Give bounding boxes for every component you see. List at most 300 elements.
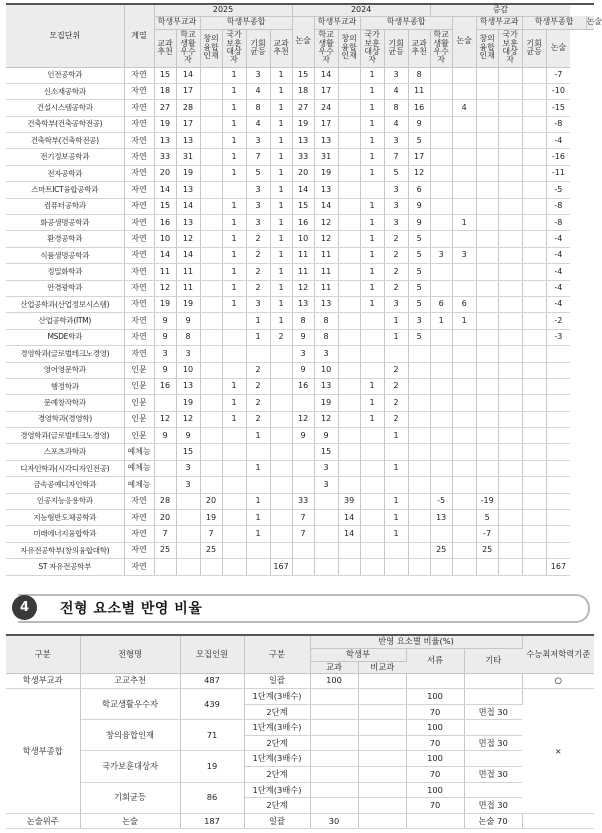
department-cell: 스포츠과학과 — [6, 444, 124, 460]
value-cell — [452, 428, 476, 444]
value-cell: 9 — [154, 313, 176, 329]
value-cell: 8 — [408, 67, 430, 83]
value-cell: 4 — [246, 116, 270, 132]
value-cell: 7 — [154, 526, 176, 542]
value-cell — [176, 542, 200, 558]
value-cell — [452, 460, 476, 476]
value-cell — [546, 542, 570, 558]
track-cell: 자연 — [124, 264, 154, 280]
non-subject-cell — [358, 720, 406, 736]
value-cell — [200, 296, 222, 312]
department-cell: 영어영문학과 — [6, 362, 124, 378]
value-cell: 3 — [430, 247, 452, 263]
value-cell — [452, 83, 476, 99]
value-cell: 12 — [314, 215, 338, 231]
value-cell — [430, 264, 452, 280]
value-cell — [522, 428, 546, 444]
value-cell — [498, 83, 522, 99]
table-row — [6, 444, 594, 460]
value-cell — [476, 313, 498, 329]
value-cell — [498, 67, 522, 83]
track-cell: 자연 — [124, 542, 154, 558]
table-row — [6, 510, 594, 526]
value-cell: 12 — [314, 231, 338, 247]
value-cell — [338, 116, 360, 132]
table-row — [6, 813, 594, 829]
value-cell: 15 — [154, 198, 176, 214]
value-cell: 11 — [176, 280, 200, 296]
value-cell — [338, 231, 360, 247]
value-cell — [430, 165, 452, 181]
value-cell — [522, 329, 546, 345]
value-cell — [522, 296, 546, 312]
gyogwa-sub-header: 교과추천 — [408, 29, 430, 67]
value-cell: 1 — [270, 116, 292, 132]
value-cell — [498, 280, 522, 296]
jonghap-sub-header: 창의융합인재 — [200, 29, 222, 67]
value-cell — [176, 510, 200, 526]
value-cell: 5 — [408, 231, 430, 247]
value-cell — [522, 247, 546, 263]
value-cell: 167 — [546, 559, 570, 575]
value-cell — [522, 395, 546, 411]
documents-cell: 70 — [406, 798, 464, 814]
value-cell: 13 — [314, 182, 338, 198]
subject-cell: 30 — [310, 813, 358, 829]
value-cell — [522, 493, 546, 509]
quota-cell: 71 — [180, 720, 244, 751]
value-cell: 1 — [360, 411, 384, 427]
value-cell — [476, 247, 498, 263]
value-cell: 3 — [384, 67, 408, 83]
value-cell — [452, 165, 476, 181]
value-cell: 11 — [292, 247, 314, 263]
value-cell — [338, 165, 360, 181]
value-cell — [522, 411, 546, 427]
value-cell — [338, 460, 360, 476]
value-cell: 11 — [314, 264, 338, 280]
value-cell — [270, 477, 292, 493]
value-cell — [314, 526, 338, 542]
stage-cell: 2단계 — [244, 735, 310, 751]
value-cell: 3 — [314, 346, 338, 362]
value-cell: 11 — [314, 247, 338, 263]
table-row — [6, 428, 594, 444]
value-cell: 1 — [270, 264, 292, 280]
value-cell: 1 — [222, 231, 246, 247]
value-cell — [338, 247, 360, 263]
jonghap-header: 학생부종합 — [360, 16, 452, 29]
value-cell — [522, 346, 546, 362]
value-cell — [498, 493, 522, 509]
value-cell — [546, 411, 570, 427]
school-record-header: 학생부 — [310, 648, 406, 661]
value-cell: 4 — [452, 100, 476, 116]
gyogwa-sub-header: 교과추천 — [270, 29, 292, 67]
value-cell: 3 — [246, 182, 270, 198]
value-cell — [498, 198, 522, 214]
value-cell — [498, 264, 522, 280]
quota-cell: 187 — [180, 813, 244, 829]
value-cell: 5 — [408, 247, 430, 263]
other-cell: 면접 30 — [464, 767, 522, 783]
track-cell: 인문 — [124, 411, 154, 427]
value-cell — [154, 444, 176, 460]
value-cell: 5 — [408, 280, 430, 296]
jonghap-sub-header: 기회균등 — [384, 29, 408, 67]
track-cell: 자연 — [124, 313, 154, 329]
value-cell — [222, 526, 246, 542]
value-cell — [338, 378, 360, 394]
value-cell: 1 — [384, 510, 408, 526]
value-cell: 7 — [246, 149, 270, 165]
value-cell: 15 — [292, 67, 314, 83]
value-cell — [200, 559, 222, 575]
value-cell: 16 — [292, 378, 314, 394]
value-cell — [222, 428, 246, 444]
value-cell — [200, 247, 222, 263]
track-cell: 자연 — [124, 165, 154, 181]
value-cell: 13 — [430, 510, 452, 526]
value-cell: 13 — [292, 296, 314, 312]
value-cell: 12 — [154, 280, 176, 296]
department-cell: 정밀화학과 — [6, 264, 124, 280]
value-cell — [360, 542, 384, 558]
value-cell: 2 — [384, 395, 408, 411]
table-row — [6, 215, 594, 231]
subject-cell — [310, 751, 358, 767]
value-cell — [338, 559, 360, 575]
value-cell: 13 — [176, 215, 200, 231]
value-cell — [222, 182, 246, 198]
documents-cell: 70 — [406, 704, 464, 720]
value-cell: 7 — [200, 526, 222, 542]
value-cell — [452, 231, 476, 247]
jonghap-sub-header: 국가보훈대상자 — [498, 29, 522, 67]
value-cell: 4 — [384, 116, 408, 132]
track-cell: 자연 — [124, 526, 154, 542]
value-cell — [476, 444, 498, 460]
value-cell — [452, 329, 476, 345]
value-cell: 25 — [430, 542, 452, 558]
non-subject-cell — [358, 735, 406, 751]
subject-cell: 100 — [310, 673, 358, 689]
value-cell — [292, 542, 314, 558]
nonsul-header: 논술 — [586, 16, 594, 29]
value-cell — [476, 296, 498, 312]
value-cell: 15 — [154, 67, 176, 83]
jonghap-sub-header: 기회균등 — [522, 29, 546, 67]
value-cell: 14 — [154, 247, 176, 263]
non-subject-cell — [358, 689, 406, 705]
value-cell: 1 — [360, 116, 384, 132]
value-cell: 1 — [360, 215, 384, 231]
track-cell: 자연 — [124, 133, 154, 149]
table-row — [6, 116, 594, 132]
table-row — [6, 559, 594, 575]
value-cell: 8 — [176, 329, 200, 345]
value-cell: 16 — [408, 100, 430, 116]
value-cell — [522, 280, 546, 296]
value-cell — [200, 149, 222, 165]
value-cell — [476, 428, 498, 444]
table-row — [6, 329, 594, 345]
stage-header: 구분 — [244, 635, 310, 673]
value-cell — [430, 231, 452, 247]
value-cell — [270, 346, 292, 362]
value-cell: 9 — [154, 428, 176, 444]
value-cell: 12 — [314, 411, 338, 427]
value-cell — [546, 526, 570, 542]
value-cell — [476, 362, 498, 378]
other-cell — [464, 689, 522, 705]
value-cell — [314, 559, 338, 575]
value-cell — [270, 395, 292, 411]
other-cell — [464, 673, 522, 689]
department-cell: 스마트ICT융합공학과 — [6, 182, 124, 198]
category-cell: 학생부종합 — [6, 689, 80, 814]
department-cell: 컴퓨터공학과 — [6, 198, 124, 214]
value-cell: 19 — [154, 296, 176, 312]
value-cell — [522, 378, 546, 394]
value-cell: 27 — [292, 100, 314, 116]
value-cell: 1 — [452, 313, 476, 329]
value-cell — [476, 231, 498, 247]
value-cell — [384, 542, 408, 558]
value-cell — [292, 395, 314, 411]
value-cell: -8 — [546, 198, 570, 214]
track-cell: 자연 — [124, 329, 154, 345]
value-cell: 2 — [246, 411, 270, 427]
value-cell — [360, 493, 384, 509]
value-cell: 2 — [384, 280, 408, 296]
value-cell: 3 — [176, 477, 200, 493]
value-cell — [522, 313, 546, 329]
value-cell — [430, 67, 452, 83]
value-cell: 1 — [360, 67, 384, 83]
quota-cell: 86 — [180, 782, 244, 813]
value-cell — [270, 444, 292, 460]
documents-cell: 100 — [406, 720, 464, 736]
value-cell — [200, 231, 222, 247]
gyogwa-header: 학생부교과 — [314, 16, 360, 29]
admission-name-cell: 학교생활우수자 — [80, 689, 180, 720]
value-cell: 19 — [154, 116, 176, 132]
jonghap-sub-header: 국가보훈대상자 — [360, 29, 384, 67]
value-cell: 2 — [384, 264, 408, 280]
value-cell: 9 — [292, 362, 314, 378]
value-cell: 20 — [154, 510, 176, 526]
non-subject-cell — [358, 767, 406, 783]
value-cell: 1 — [270, 149, 292, 165]
value-cell: 9 — [176, 428, 200, 444]
value-cell: 3 — [384, 182, 408, 198]
value-cell — [522, 198, 546, 214]
value-cell — [222, 313, 246, 329]
value-cell: 2 — [384, 411, 408, 427]
value-cell: 2 — [246, 231, 270, 247]
department-cell: 경영학과(글로벌테크노경영) — [6, 428, 124, 444]
value-cell: 5 — [408, 296, 430, 312]
value-cell — [452, 411, 476, 427]
value-cell: 2 — [246, 378, 270, 394]
value-cell: 11 — [292, 264, 314, 280]
value-cell: 8 — [314, 329, 338, 345]
other-cell: 면접 30 — [464, 704, 522, 720]
value-cell: 5 — [408, 133, 430, 149]
value-cell: 2 — [246, 280, 270, 296]
value-cell — [338, 215, 360, 231]
category-cell: 학생부교과 — [6, 673, 80, 689]
value-cell: 1 — [222, 198, 246, 214]
subject-cell — [310, 720, 358, 736]
value-cell — [154, 559, 176, 575]
value-cell: 1 — [222, 165, 246, 181]
table-row — [6, 493, 594, 509]
value-cell: 25 — [476, 542, 498, 558]
value-cell: 31 — [314, 149, 338, 165]
value-cell: -2 — [546, 313, 570, 329]
gyogwa-sub-header: 교과추천 — [154, 29, 176, 67]
table-row — [6, 395, 594, 411]
value-cell — [338, 67, 360, 83]
value-cell: 2 — [270, 329, 292, 345]
table-row — [6, 673, 594, 689]
value-cell — [270, 378, 292, 394]
value-cell — [522, 460, 546, 476]
value-cell: 15 — [314, 444, 338, 460]
value-cell — [522, 542, 546, 558]
jonghap-sub-header: 학교생활우수자 — [176, 29, 200, 67]
value-cell — [546, 346, 570, 362]
track-cell: 인문 — [124, 378, 154, 394]
table-row — [6, 477, 594, 493]
value-cell — [408, 346, 430, 362]
value-cell — [360, 428, 384, 444]
value-cell — [200, 329, 222, 345]
stage-cell: 일괄 — [244, 813, 310, 829]
stage-cell: 1단계(3배수) — [244, 689, 310, 705]
value-cell: 5 — [408, 329, 430, 345]
value-cell: 25 — [154, 542, 176, 558]
value-cell: 1 — [270, 198, 292, 214]
value-cell — [546, 510, 570, 526]
jonghap-sub-header: 학교생활우수자 — [314, 29, 338, 67]
value-cell: -16 — [546, 149, 570, 165]
nonsul-header: 논술 — [452, 16, 476, 67]
value-cell: 1 — [222, 280, 246, 296]
value-cell — [476, 149, 498, 165]
value-cell: 1 — [270, 280, 292, 296]
value-cell — [338, 296, 360, 312]
value-cell — [498, 395, 522, 411]
jonghap-header: 학생부종합 — [200, 16, 292, 29]
table-row — [6, 782, 594, 798]
value-cell: 3 — [314, 477, 338, 493]
value-cell — [452, 362, 476, 378]
value-cell: 1 — [360, 165, 384, 181]
value-cell — [452, 346, 476, 362]
value-cell — [176, 493, 200, 509]
value-cell: -11 — [546, 165, 570, 181]
value-cell: 9 — [154, 362, 176, 378]
value-cell — [498, 362, 522, 378]
value-cell — [522, 83, 546, 99]
non-subject-cell — [358, 782, 406, 798]
department-cell: 경영학과(글로벌테크노경영) — [6, 346, 124, 362]
department-cell: 미래에너지융합학과 — [6, 526, 124, 542]
value-cell: 14 — [154, 182, 176, 198]
value-cell: 1 — [360, 264, 384, 280]
value-cell — [246, 477, 270, 493]
value-cell: 1 — [452, 215, 476, 231]
value-cell — [452, 149, 476, 165]
value-cell: 1 — [222, 411, 246, 427]
department-cell: 건설시스템공학과 — [6, 100, 124, 116]
value-cell — [546, 444, 570, 460]
value-cell — [452, 559, 476, 575]
value-cell — [338, 477, 360, 493]
value-cell — [476, 395, 498, 411]
value-cell — [498, 526, 522, 542]
value-cell — [200, 395, 222, 411]
stage-cell: 2단계 — [244, 767, 310, 783]
value-cell: 16 — [154, 215, 176, 231]
value-cell: 1 — [430, 313, 452, 329]
value-cell — [338, 264, 360, 280]
subject-cell — [310, 689, 358, 705]
value-cell: 3 — [246, 296, 270, 312]
value-cell — [522, 477, 546, 493]
value-cell — [498, 428, 522, 444]
value-cell: -4 — [546, 247, 570, 263]
table-row — [6, 247, 594, 263]
documents-cell: 100 — [406, 751, 464, 767]
admission-name-cell: 고교추천 — [80, 673, 180, 689]
value-cell — [384, 477, 408, 493]
department-header: 모집단위 — [6, 4, 124, 67]
value-cell: 13 — [176, 378, 200, 394]
value-cell: 19 — [176, 296, 200, 312]
value-cell — [200, 116, 222, 132]
value-cell — [522, 165, 546, 181]
value-cell — [222, 460, 246, 476]
track-cell: 자연 — [124, 83, 154, 99]
value-cell: 3 — [176, 460, 200, 476]
value-cell — [200, 182, 222, 198]
value-cell: 17 — [314, 83, 338, 99]
category-header: 구분 — [6, 635, 80, 673]
value-cell: 2 — [246, 247, 270, 263]
track-cell: 자연 — [124, 510, 154, 526]
value-cell — [408, 526, 430, 542]
value-cell: 25 — [200, 542, 222, 558]
stage-cell: 2단계 — [244, 704, 310, 720]
other-header: 기타 — [464, 648, 522, 673]
value-cell — [408, 542, 430, 558]
value-cell: 9 — [292, 329, 314, 345]
value-cell — [292, 559, 314, 575]
value-cell — [498, 165, 522, 181]
value-cell: 7 — [292, 526, 314, 542]
value-cell — [408, 362, 430, 378]
department-cell: 문예창작학과 — [6, 395, 124, 411]
value-cell: 1 — [270, 215, 292, 231]
value-cell: 1 — [270, 67, 292, 83]
value-cell: 27 — [154, 100, 176, 116]
value-cell: 15 — [176, 444, 200, 460]
ratio-header: 반영 요소별 비율(%) — [310, 635, 522, 648]
